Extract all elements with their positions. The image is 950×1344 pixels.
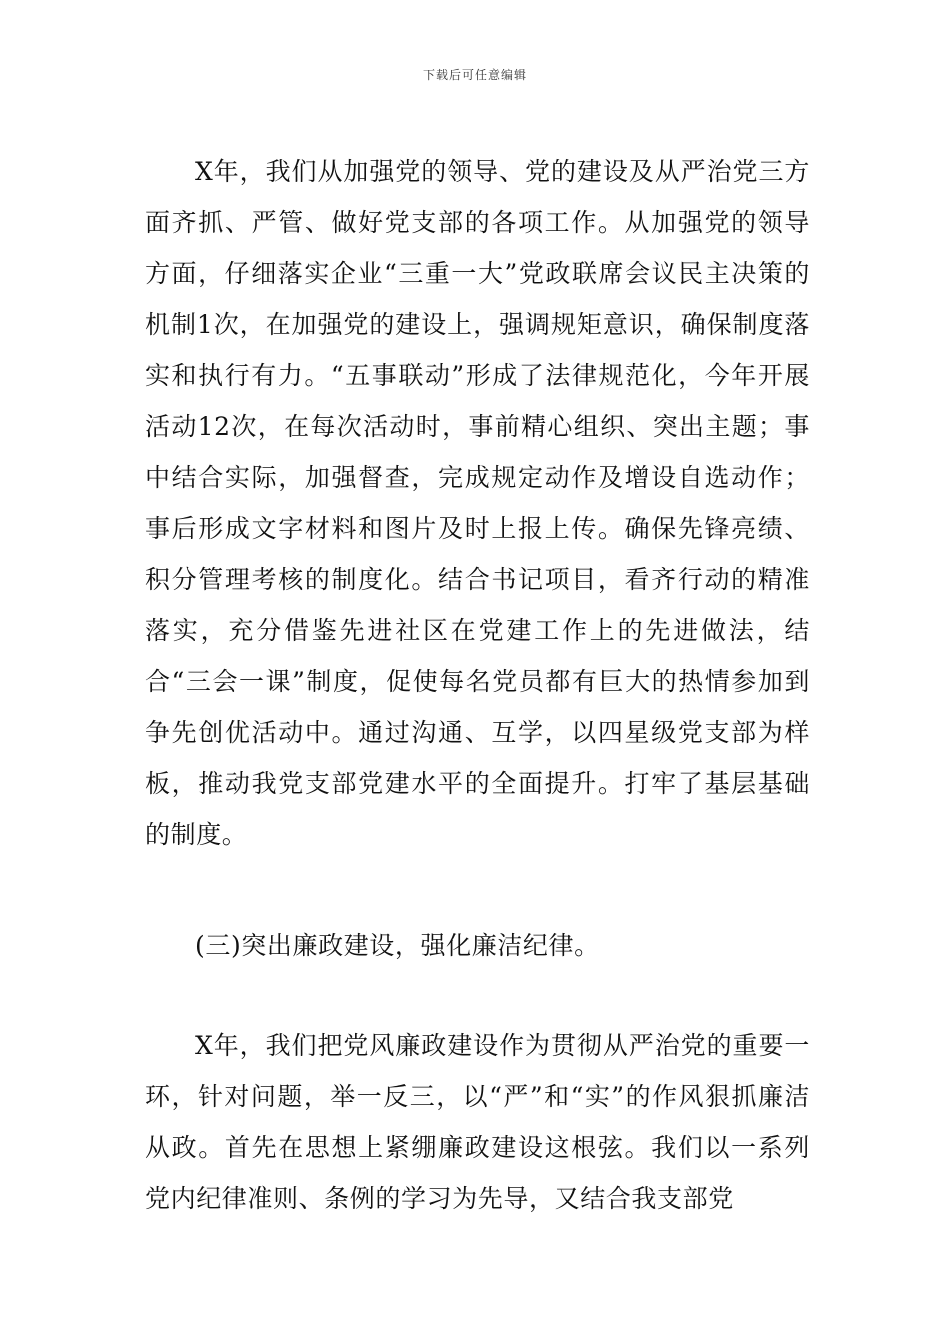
body-paragraph-2: X年，我们把党风廉政建设作为贯彻从严治党的重要一环，针对问题，举一反三，以“严”和“实”的作风狠抓廉洁从政。首先在思想上紧绷廉政建设这根弦。我们以一系列党内纪律准则、条例的学习为先导，又结合我支部党 (145, 1031, 810, 1213)
body-paragraph-1: X年，我们从加强党的领导、党的建设及从严治党三方面齐抓、严管、做好党支部的各项工作。从加强党的领导方面，仔细落实企业“三重一大”党政联席会议民主决策的机制1次，在加强党的建设上，强调规矩意识，确保制度落实和执行有力。“五事联动”形成了法律规范化，今年开展活动12次，在每次活动时，事前精心组织、突出主题；事中结合实际，加强督查，完成规定动作及增设自选动作；事后形成文字材料和图片及时上报上传。确保先锋亮绩、积分管理考核的制度化。结合书记项目，看齐行动的精准落实，充分借鉴先进社区在党建工作上的先进做法，结合“三会一课”制度，促使每名党员都有巨大的热情参加到争先创优活动中。通过沟通、互学，以四星级党支部为样板，推动我党支部党建水平的全面提升。打牢了基层基础的制度。 (145, 157, 810, 849)
header-note: 下载后可任意编辑 (422, 68, 527, 82)
section-heading: (三)突出廉政建设，强化廉洁纪律。 (195, 931, 600, 960)
